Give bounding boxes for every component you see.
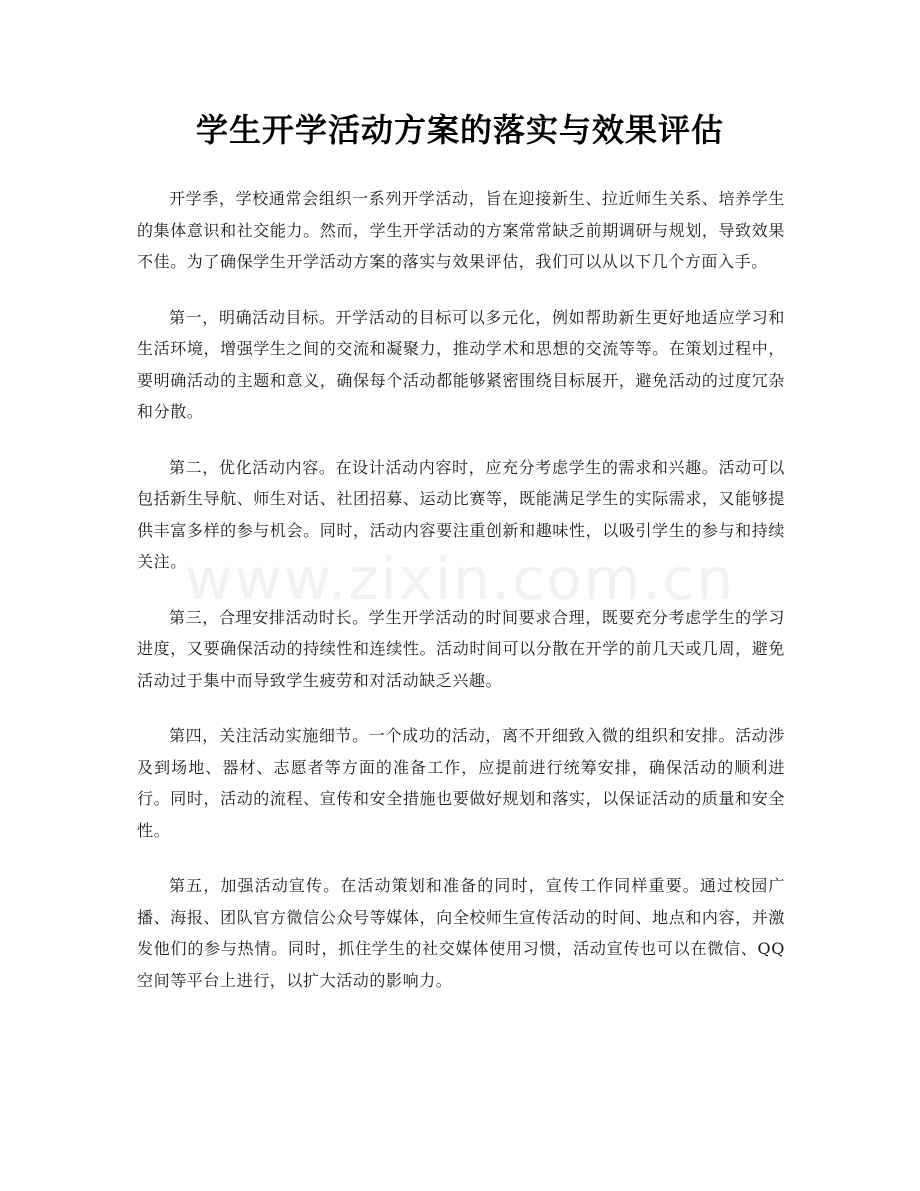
paragraph-promotion: 第五，加强活动宣传。在活动策划和准备的同时，宣传工作同样重要。通过校园广播、海报、团队官方微信公众号等媒体，向全校师生宣传活动的时间、地点和内容，并激发他们的参与热情。同时，抓住学生的社交媒体使用习惯，活动宣传也可以在微信、QQ空间等平台上进行，以扩大活动的影响力。 [137,876,785,990]
document-body [137,183,785,1020]
paragraph-goals: 第一，明确活动目标。开学活动的目标可以多元化，例如帮助新生更好地适应学习和生活环境，增强学生之间的交流和凝聚力，推动学术和思想的交流等等。在策划过程中，要明确活动的主题和意义，确保每个活动都能够紧密围绕目标展开，避免活动的过度冗杂和分散。 [137,307,785,421]
paragraph-content: 第二，优化活动内容。在设计活动内容时，应充分考虑学生的需求和兴趣。活动可以包括新生导航、师生对话、社团招募、运动比赛等，既能满足学生的实际需求，又能够提供丰富多样的参与机会。同时，活动内容要注重创新和趣味性，以吸引学生的参与和持续关注。 [137,457,785,571]
document-title: 学生开学活动方案的落实与效果评估 [195,111,724,149]
paragraph-duration: 第三，合理安排活动时长。学生开学活动的时间要求合理，既要充分考虑学生的学习进度，又要确保活动的持续性和连续性。活动时间可以分散在开学的前几天或几周，避免活动过于集中而导致学生疲劳和对活动缺乏兴趣。 [137,607,785,690]
paragraph-details: 第四，关注活动实施细节。一个成功的活动，离不开细致入微的组织和安排。活动涉及到场地、器材、志愿者等方面的准备工作，应提前进行统筹安排，确保活动的顺利进行。同时，活动的流程、宣传和安全措施也要做好规划和落实，以保证活动的质量和安全性。 [137,726,785,840]
watermark: www.zixin.com.cn [184,545,736,613]
paragraph-intro: 开学季，学校通常会组织一系列开学活动，旨在迎接新生、拉近师生关系、培养学生的集体意识和社交能力。然而，学生开学活动的方案常常缺乏前期调研与规划，导致效果不佳。为了确保学生开学活动方案的落实与效果评估，我们可以从以下几个方面入手。 [137,189,785,271]
